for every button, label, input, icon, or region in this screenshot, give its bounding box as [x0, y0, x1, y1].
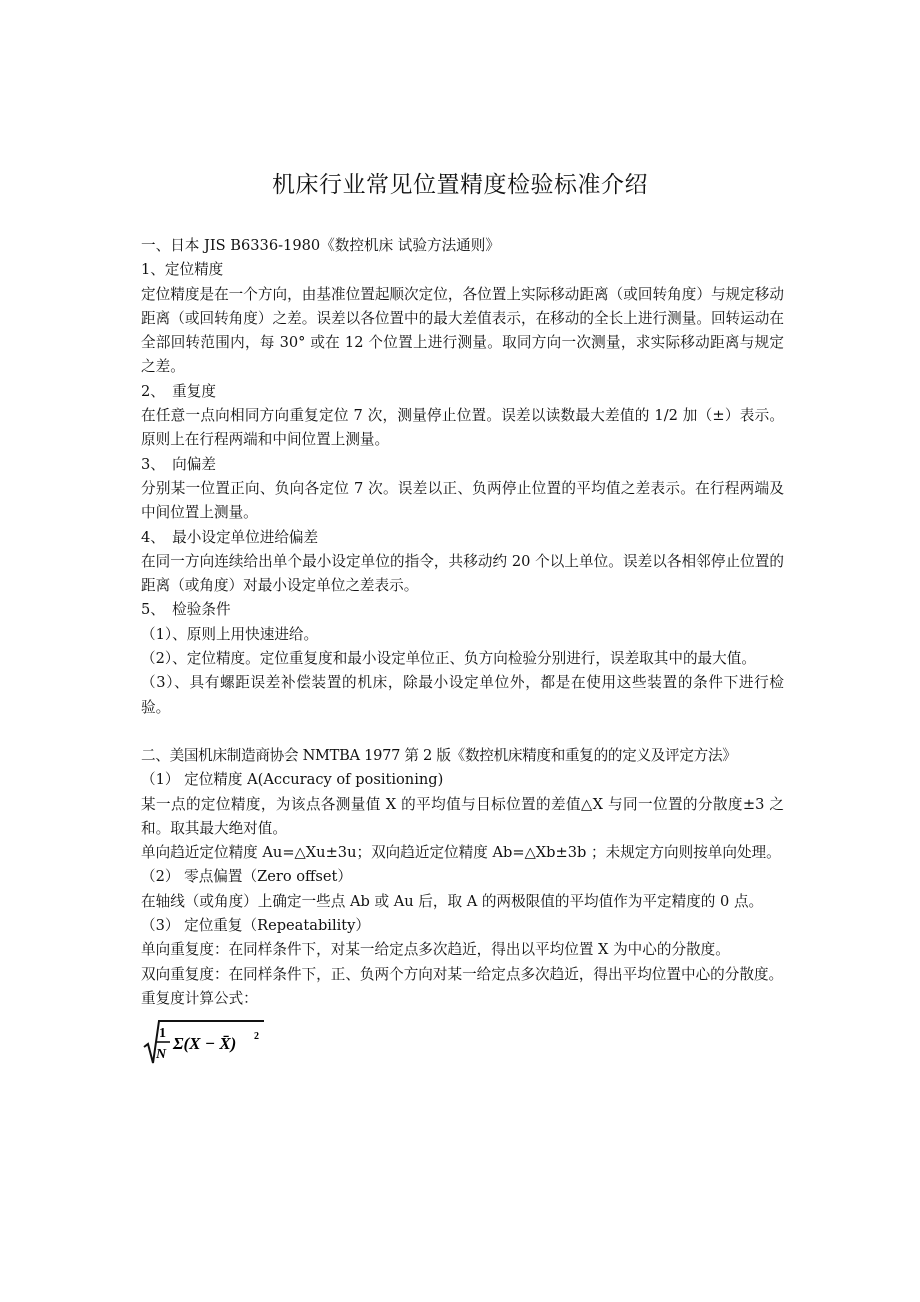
- section-spacer: [141, 720, 784, 744]
- item-4-body: 在同一方向连续给出单个最小设定单位的指令，共移动约 20 个以上单位。误差以各相邻停止位置的距离（或角度）对最小设定单位之差表示。: [141, 552, 784, 595]
- item-5-condition-3: （3）、具有螺距误差补偿装置的机床，除最小设定单位外，都是在使用这些装置的条件下进行检验。: [141, 674, 784, 716]
- item-1-heading: 1、定位精度: [141, 261, 224, 279]
- part-1-body: 某一点的定位精度，为该点各测量值 X 的平均值与目标位置的差值△X 与同一位置的分散度±3 之和。取其最大绝对值。: [141, 795, 784, 837]
- item-3-heading: 3、 向偏差: [141, 455, 216, 473]
- item-2-heading: 2、 重复度: [141, 382, 216, 400]
- fraction-denominator: N: [156, 1047, 167, 1063]
- item-1-body: 定位精度是在一个方向，由基准位置起顺次定位，各位置上实际移动距离（或回转角度）与规定移动距离（或回转角度）之差。误差以各位置中的最大差值表示，在移动的全长上进行测量。回转运动在全部回转范围内，每 30° 或在 12 个位置上进行测量。取同方向一次测量，求实际移动距离与规定之差。: [141, 285, 784, 376]
- item-5-condition-1: （1）、原则上用快速进给。: [141, 625, 319, 643]
- section-2-heading: 二、美国机床制造商协会 NMTBA 1977 第 2 版《数控机床精度和重复的的定义及评定方法》: [141, 746, 737, 764]
- repeatability-formula: [142, 1017, 784, 1069]
- exponent: 2: [254, 1031, 259, 1043]
- item-5-heading: 5、 检验条件: [141, 601, 231, 619]
- part-2-heading: （2） 零点偏置（Zero offset）: [141, 868, 352, 886]
- section-1-heading: 一、日本 JIS B6336-1980《数控机床 试验方法通则》: [141, 237, 500, 254]
- part-3-body-bidirectional: 双向重复度：在同样条件下，正、负两个方向对某一给定点多次趋近，得出平均位置中心的分散度。: [141, 965, 784, 983]
- item-3-body: 分别某一位置正向、负向各定位 7 次。误差以正、负两停止位置的平均值之差表示。在行程两端及中间位置上测量。: [141, 479, 784, 522]
- item-5-condition-2: （2）、定位精度。定位重复度和最小设定单位正、负方向检验分别进行，误差取其中的最大值。: [141, 650, 756, 668]
- part-1-formula-text: 单向趋近定位精度 Au=△Xu±3u；双向趋近定位精度 Ab=△Xb±3b ；未规定方向则按单向处理。: [141, 844, 781, 862]
- item-4-heading: 4、 最小设定单位进给偏差: [141, 528, 319, 546]
- fraction-numerator: 1: [159, 1026, 166, 1042]
- item-2-body: 在任意一点向相同方向重复定位 7 次，测量停止位置。误差以读数最大差值的 1/2 加（±）表示。原则上在行程两端和中间位置上测量。: [141, 407, 784, 449]
- document-body: [141, 234, 784, 1069]
- formula-graphic: [142, 1017, 272, 1069]
- part-2-body: 在轴线（或角度）上确定一些点 Ab 或 Au 后，取 A 的两极限值的平均值作为平定精度的 0 点。: [141, 892, 764, 910]
- part-3-body-unidirectional: 单向重复度：在同样条件下，对某一给定点多次趋近，得出以平均位置 X 为中心的分散度。: [141, 941, 730, 959]
- formula-label: 重复度计算公式：: [141, 989, 258, 1007]
- part-3-heading: （3） 定位重复（Repeatability）: [141, 917, 370, 935]
- sum-expression: Σ(X − X̄): [173, 1034, 237, 1054]
- page-title: 机床行业常见位置精度检验标准介绍: [272, 172, 648, 198]
- part-1-heading: （1） 定位精度 A(Accuracy of positioning): [141, 771, 444, 789]
